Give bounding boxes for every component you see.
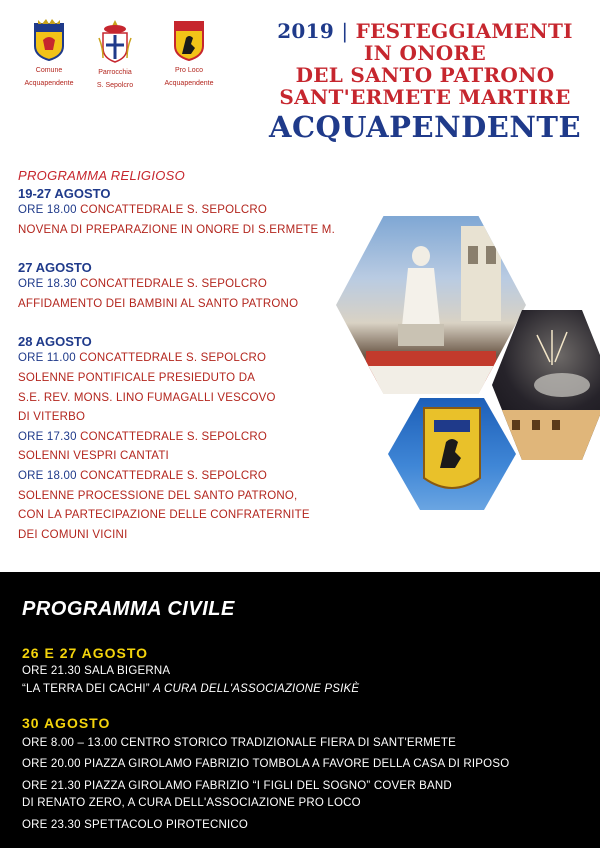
title-line-3: DEL SANTO PATRONO bbox=[295, 63, 555, 87]
civil-line: ORE 20.00 PIAZZA GIROLAMO FABRIZIO TOMBOLA A FAVORE DELLA CASA DI RIPOSO bbox=[22, 758, 510, 770]
event-text: CONCATTEDRALE S. SEPOLCRO bbox=[76, 204, 268, 216]
religious-line bbox=[18, 467, 368, 487]
event-text: CONCATTEDRALE S. SEPOLCRO bbox=[75, 352, 267, 365]
civil-line bbox=[22, 683, 359, 695]
title-festeggiamenti: FESTEGGIAMENTI bbox=[355, 19, 573, 43]
pro-loco-coat-of-arms-icon bbox=[172, 18, 206, 62]
religious-line bbox=[18, 487, 368, 507]
logos-row bbox=[14, 18, 224, 98]
event-time: ORE 18.00 bbox=[18, 469, 77, 482]
event-time: ORE 11.00 bbox=[18, 352, 76, 365]
event-text: DEI COMUNI VICINI bbox=[18, 528, 128, 541]
civil-date-1: 26 E 27 AGOSTO bbox=[22, 645, 149, 661]
event-text: AFFIDAMENTO DEI BAMBINI AL SANTO PATRONO bbox=[18, 297, 299, 310]
civil-line: ORE 21.30 SALA BIGERNA bbox=[22, 665, 171, 677]
logo-pro-loco-caption-1: Pro Loco bbox=[174, 67, 204, 74]
logo-parrocchia-caption-2: S. Sepolcro bbox=[96, 82, 134, 89]
title-town: ACQUAPENDENTE bbox=[268, 110, 582, 144]
religious-heading: PROGRAMMA RELIGIOSO bbox=[18, 168, 186, 183]
civil-heading: PROGRAMMA CIVILE bbox=[22, 598, 235, 620]
title-line-1 bbox=[260, 20, 590, 42]
title-line-4: SANT'ERMETE MARTIRE bbox=[279, 85, 571, 109]
religious-line bbox=[18, 295, 368, 315]
civil-event-organizer: A CURA DELL'ASSOCIAZIONE PSIKÈ bbox=[153, 683, 360, 695]
civil-line: ORE 21.30 PIAZZA GIROLAMO FABRIZIO “I FIGLI DEL SOGNO” COVER BAND bbox=[22, 780, 452, 792]
poster-title bbox=[260, 19, 590, 144]
event-text: CONCATTEDRALE S. SEPOLCRO bbox=[76, 430, 268, 443]
event-text: CON LA PARTECIPAZIONE DELLE CONFRATERNITE bbox=[18, 509, 310, 522]
event-text: SOLENNE PONTIFICALE PRESIEDUTO DA bbox=[18, 371, 256, 384]
title-year: 2019 bbox=[277, 19, 335, 43]
event-text: CONCATTEDRALE S. SEPOLCRO bbox=[76, 469, 268, 482]
title-separator: | bbox=[341, 19, 349, 43]
civil-event-title: “LA TERRA DEI CACHI” bbox=[22, 683, 154, 695]
religious-line bbox=[18, 447, 368, 467]
comune-coat-of-arms-icon bbox=[32, 18, 66, 62]
logo-comune bbox=[14, 18, 84, 88]
title-line-2: IN ONORE bbox=[364, 41, 486, 65]
logo-parrocchia-caption-1: Parrocchia bbox=[98, 69, 132, 76]
religious-line bbox=[18, 275, 368, 295]
religious-line bbox=[18, 349, 368, 369]
event-text: NOVENA DI PREPARAZIONE IN ONORE DI S.ERMETE M. bbox=[18, 223, 335, 236]
civil-line: DI RENATO ZERO, A CURA DELL'ASSOCIAZIONE PRO LOCO bbox=[22, 797, 361, 809]
religious-line bbox=[18, 389, 368, 409]
event-time: ORE 18.00 bbox=[18, 204, 77, 216]
logo-comune-caption-1: Comune bbox=[35, 67, 63, 74]
religious-date-2: 27 AGOSTO bbox=[18, 260, 92, 276]
civil-program bbox=[0, 572, 600, 848]
event-text: SOLENNI VESPRI CANTATI bbox=[18, 450, 169, 463]
event-text: CONCATTEDRALE S. SEPOLCRO bbox=[76, 278, 268, 291]
religious-line bbox=[18, 221, 368, 241]
event-time: ORE 18.30 bbox=[18, 278, 77, 291]
event-text: S.E. REV. MONS. LINO FUMAGALLI VESCOVO bbox=[18, 391, 276, 404]
religious-program bbox=[18, 168, 368, 545]
religious-line bbox=[18, 506, 368, 526]
banner-photo bbox=[388, 398, 516, 510]
religious-line bbox=[18, 201, 368, 221]
religious-line bbox=[18, 526, 368, 546]
banner-icon bbox=[388, 398, 516, 510]
civil-line: ORE 23.30 SPETTACOLO PIROTECNICO bbox=[22, 819, 249, 831]
civil-line: ORE 8.00 – 13.00 CENTRO STORICO TRADIZIONALE FIERA DI SANT'ERMETE bbox=[22, 737, 456, 749]
event-text: SOLENNE PROCESSIONE DEL SANTO PATRONO, bbox=[18, 489, 298, 502]
religious-date-3: 28 AGOSTO bbox=[18, 334, 92, 350]
religious-date-1: 19-27 AGOSTO bbox=[18, 186, 111, 201]
logo-comune-caption-2: Acquapendente bbox=[24, 80, 74, 87]
civil-date-2: 30 AGOSTO bbox=[22, 715, 111, 731]
religious-line bbox=[18, 408, 368, 428]
logo-parrocchia bbox=[80, 18, 150, 90]
parrocchia-coat-of-arms-icon bbox=[95, 18, 135, 64]
logo-pro-loco bbox=[154, 18, 224, 88]
religious-line bbox=[18, 428, 368, 448]
event-text: DI VITERBO bbox=[18, 411, 86, 424]
religious-line bbox=[18, 369, 368, 389]
event-time: ORE 17.30 bbox=[18, 430, 77, 443]
logo-pro-loco-caption-2: Acquapendente bbox=[164, 80, 214, 87]
